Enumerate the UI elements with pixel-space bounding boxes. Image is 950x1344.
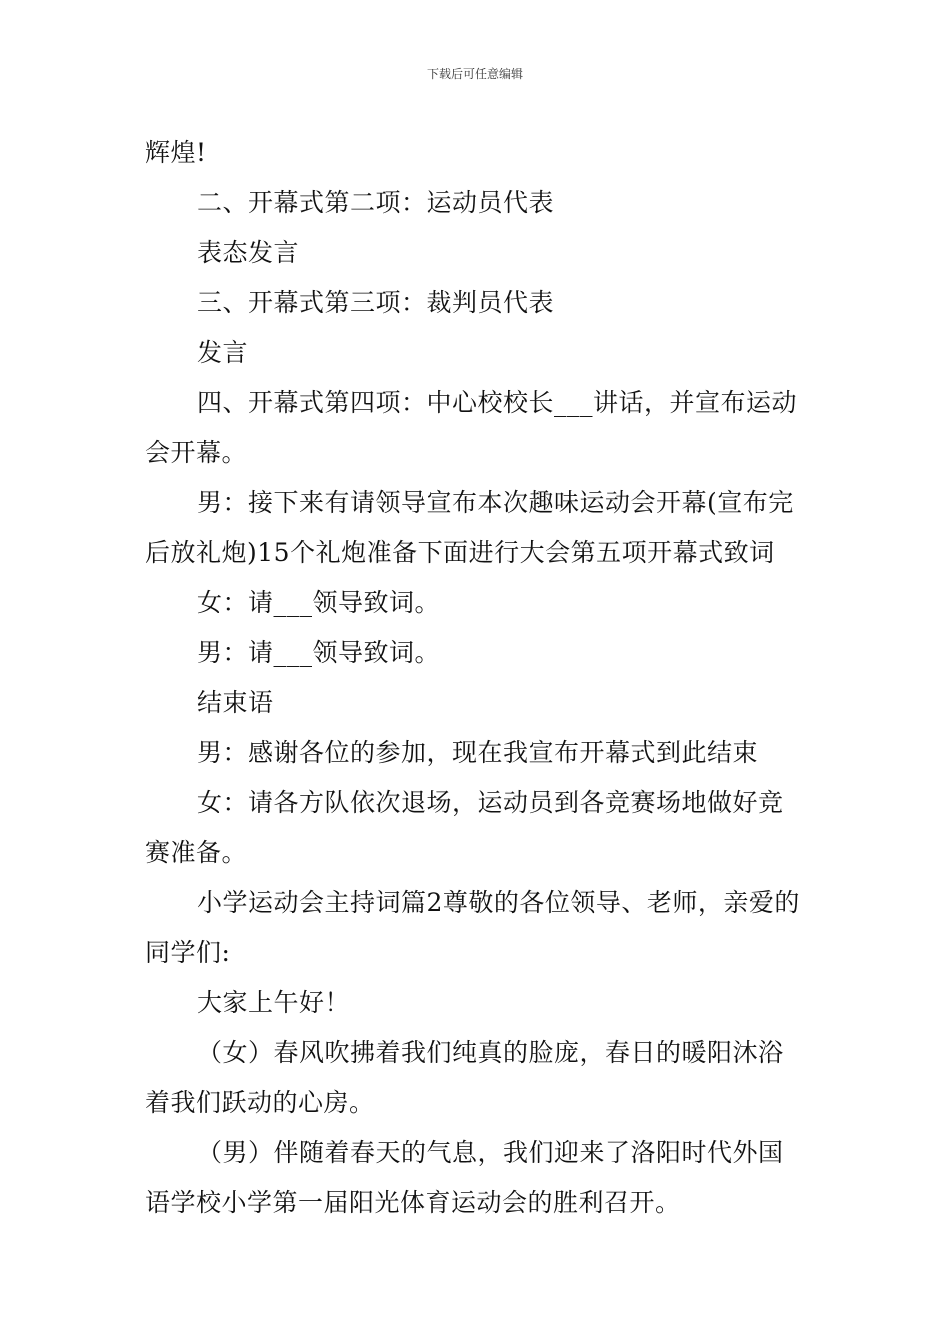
- text-line: 发言: [197, 338, 249, 367]
- text-line: （女）春风吹拂着我们纯真的脸庞，春日的暖阳沐浴: [197, 1038, 784, 1067]
- page-header: 下载后可任意编辑: [426, 67, 523, 81]
- text-line: 辉煌!: [145, 138, 207, 167]
- text-line: 男：接下来有请领导宣布本次趣味运动会开幕(宣布完: [197, 488, 794, 517]
- text-line: 小学运动会主持词篇2尊敬的各位领导、老师，亲爱的: [197, 888, 800, 917]
- text-line: 赛准备。: [145, 838, 248, 867]
- text-line: 女：请___领导致词。: [197, 588, 441, 617]
- text-line: 同学们:: [145, 938, 231, 967]
- text-line: 会开幕。: [145, 438, 248, 467]
- text-line: 后放礼炮)15个礼炮准备下面进行大会第五项开幕式致词: [145, 538, 775, 567]
- text-line: 女：请各方队依次退场，运动员到各竞赛场地做好竞: [197, 788, 784, 817]
- text-line: 三、开幕式第三项：裁判员代表: [197, 288, 555, 317]
- document-body: [145, 128, 810, 1228]
- text-line: 语学校小学第一届阳光体育运动会的胜利召开。: [145, 1188, 681, 1217]
- text-line: 男：感谢各位的参加，现在我宣布开幕式到此结束: [197, 738, 759, 767]
- text-line: 男：请___领导致词。: [197, 638, 441, 667]
- text-line: 二、开幕式第二项：运动员代表: [197, 188, 555, 217]
- text-line: 表态发言: [197, 238, 300, 267]
- text-line: （男）伴随着春天的气息，我们迎来了洛阳时代外国: [197, 1138, 784, 1167]
- text-line: 结束语: [197, 688, 274, 717]
- text-line: 四、开幕式第四项：中心校校长___讲话，并宣布运动: [197, 388, 798, 417]
- text-line: 着我们跃动的心房。: [145, 1088, 375, 1117]
- text-line: 大家上午好！: [197, 988, 351, 1017]
